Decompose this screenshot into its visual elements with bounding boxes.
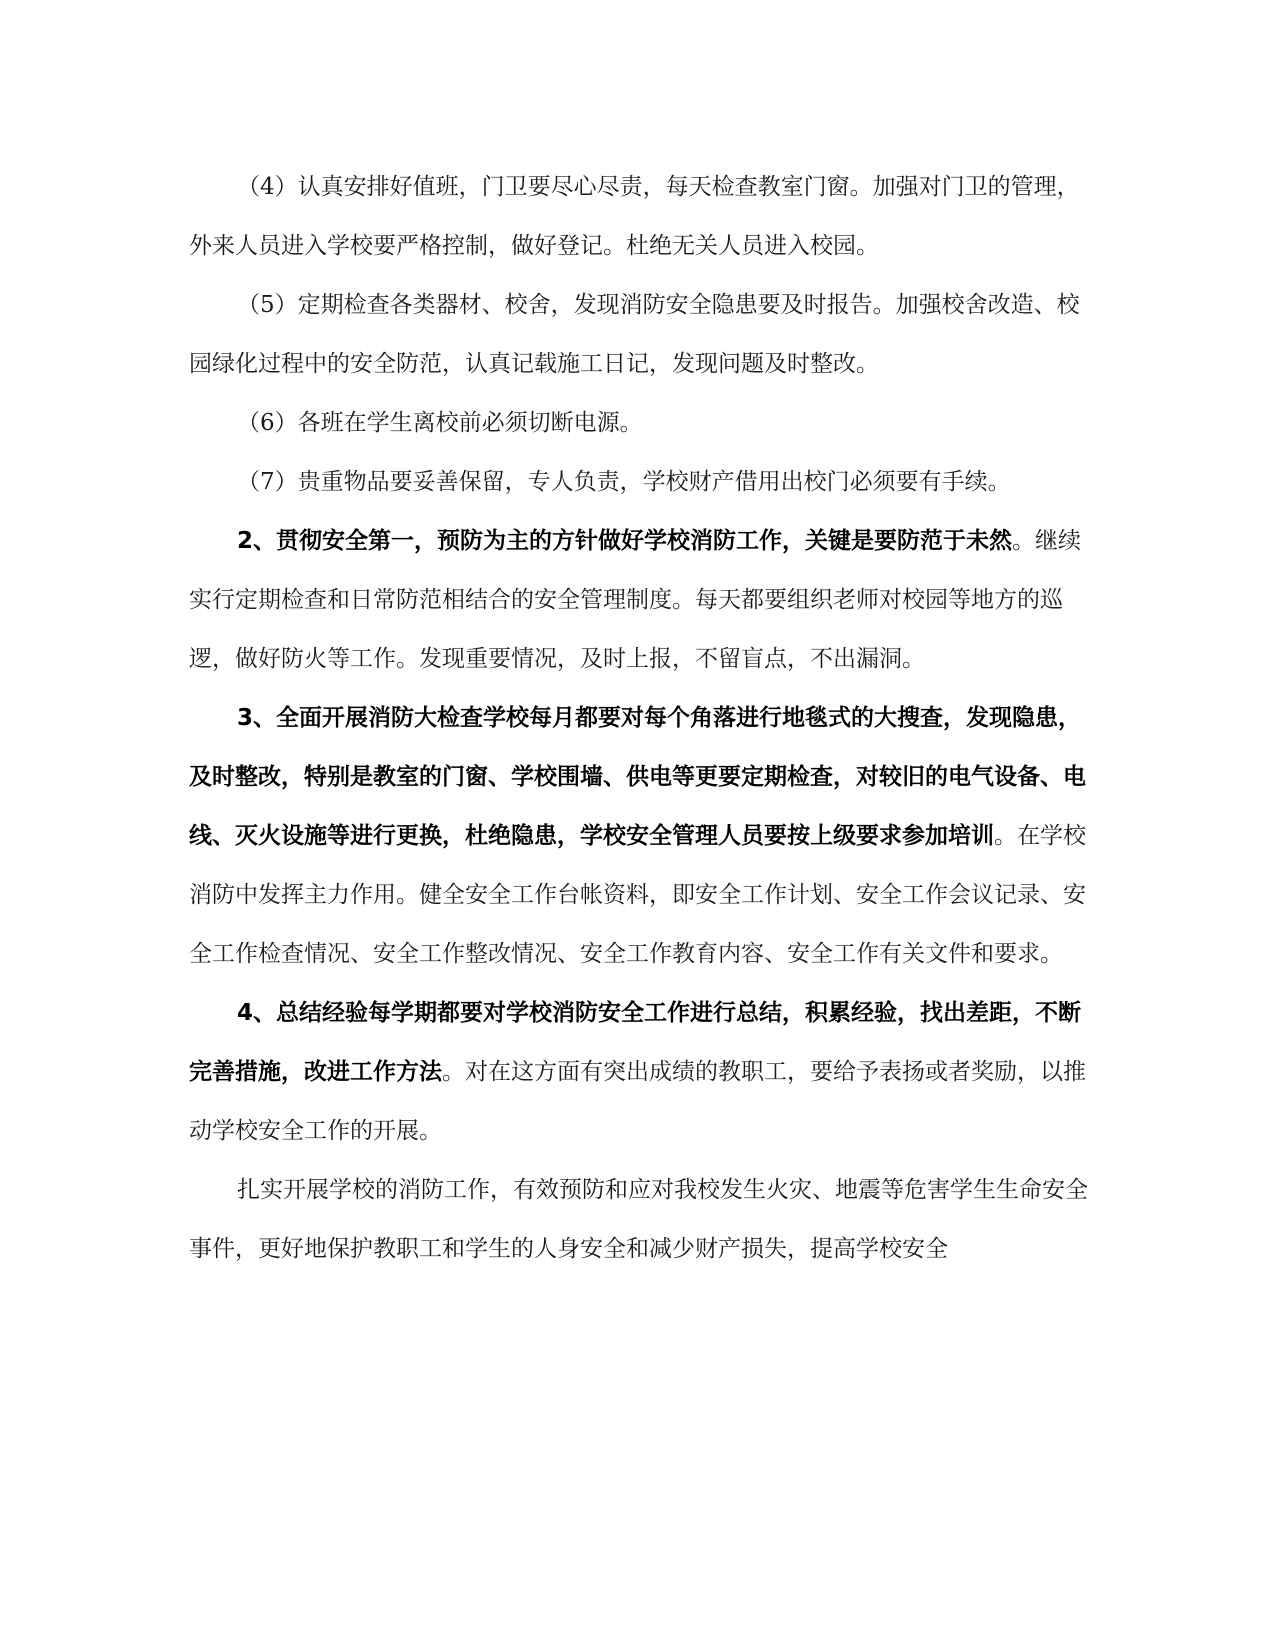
paragraph-text: （5）定期检查各类器材、校舍，发现消防安全隐患要及时报告。加强校舍改造、校园绿化过程中的安全防范，认真记载施工日记，发现问题及时整改。 bbox=[189, 292, 1080, 377]
paragraph-item-7 bbox=[189, 453, 1089, 512]
paragraph-section-3 bbox=[189, 689, 1089, 984]
paragraph-item-4 bbox=[189, 158, 1089, 276]
paragraph-text: 。对在这方面有突出成绩的教职工，要给予表扬或者奖励，以推动学校安全工作的开展。 bbox=[189, 1059, 1086, 1144]
paragraph-text: （7）贵重物品要妥善保留，专人负责，学校财产借用出校门必须要有手续。 bbox=[237, 469, 1011, 495]
paragraph-text: （6）各班在学生离校前必须切断电源。 bbox=[237, 410, 643, 436]
section-heading: 3、全面开展消防大检查学校每月都要对每个角落进行地毯式的大搜查，发现隐患，及时整改，特别是教室的门窗、学校围墙、供电等更要定期检查，对较旧的电气设备、电线、灭火设施等进行更换，杜绝隐患，学校安全管理人员要按上级要求参加培训 bbox=[189, 705, 1086, 849]
paragraph-text: 。继续实行定期检查和日常防范相结合的安全管理制度。每天都要组织老师对校园等地方的巡逻，做好防火等工作。发现重要情况，及时上报，不留盲点，不出漏洞。 bbox=[189, 528, 1082, 672]
paragraph-text: （4）认真安排好值班，门卫要尽心尽责，每天检查教室门窗。加强对门卫的管理，外来人员进入学校要严格控制，做好登记。杜绝无关人员进入校园。 bbox=[189, 174, 1080, 259]
section-heading: 2、贯彻安全第一，预防为主的方针做好学校消防工作，关键是要防范于未然 bbox=[237, 528, 1013, 554]
paragraph-item-5 bbox=[189, 276, 1089, 394]
paragraph-section-4 bbox=[189, 984, 1089, 1161]
paragraph-item-6 bbox=[189, 394, 1089, 453]
section-heading: 4、总结经验每学期都要对学校消防安全工作进行总结，积累经验，找出差距，不断完善措施，改进工作方法 bbox=[189, 1000, 1082, 1085]
paragraph-closing bbox=[189, 1161, 1089, 1279]
document-body bbox=[189, 158, 1089, 1279]
paragraph-section-2 bbox=[189, 512, 1089, 689]
paragraph-text: 扎实开展学校的消防工作，有效预防和应对我校发生火灾、地震等危害学生生命安全事件，更好地保护教职工和学生的人身安全和减少财产损失，提高学校安全 bbox=[189, 1177, 1088, 1262]
paragraph-text: 。在学校消防中发挥主力作用。健全安全工作台帐资料，即安全工作计划、安全工作会议记录、安全工作检查情况、安全工作整改情况、安全工作教育内容、安全工作有关文件和要求。 bbox=[189, 823, 1086, 967]
